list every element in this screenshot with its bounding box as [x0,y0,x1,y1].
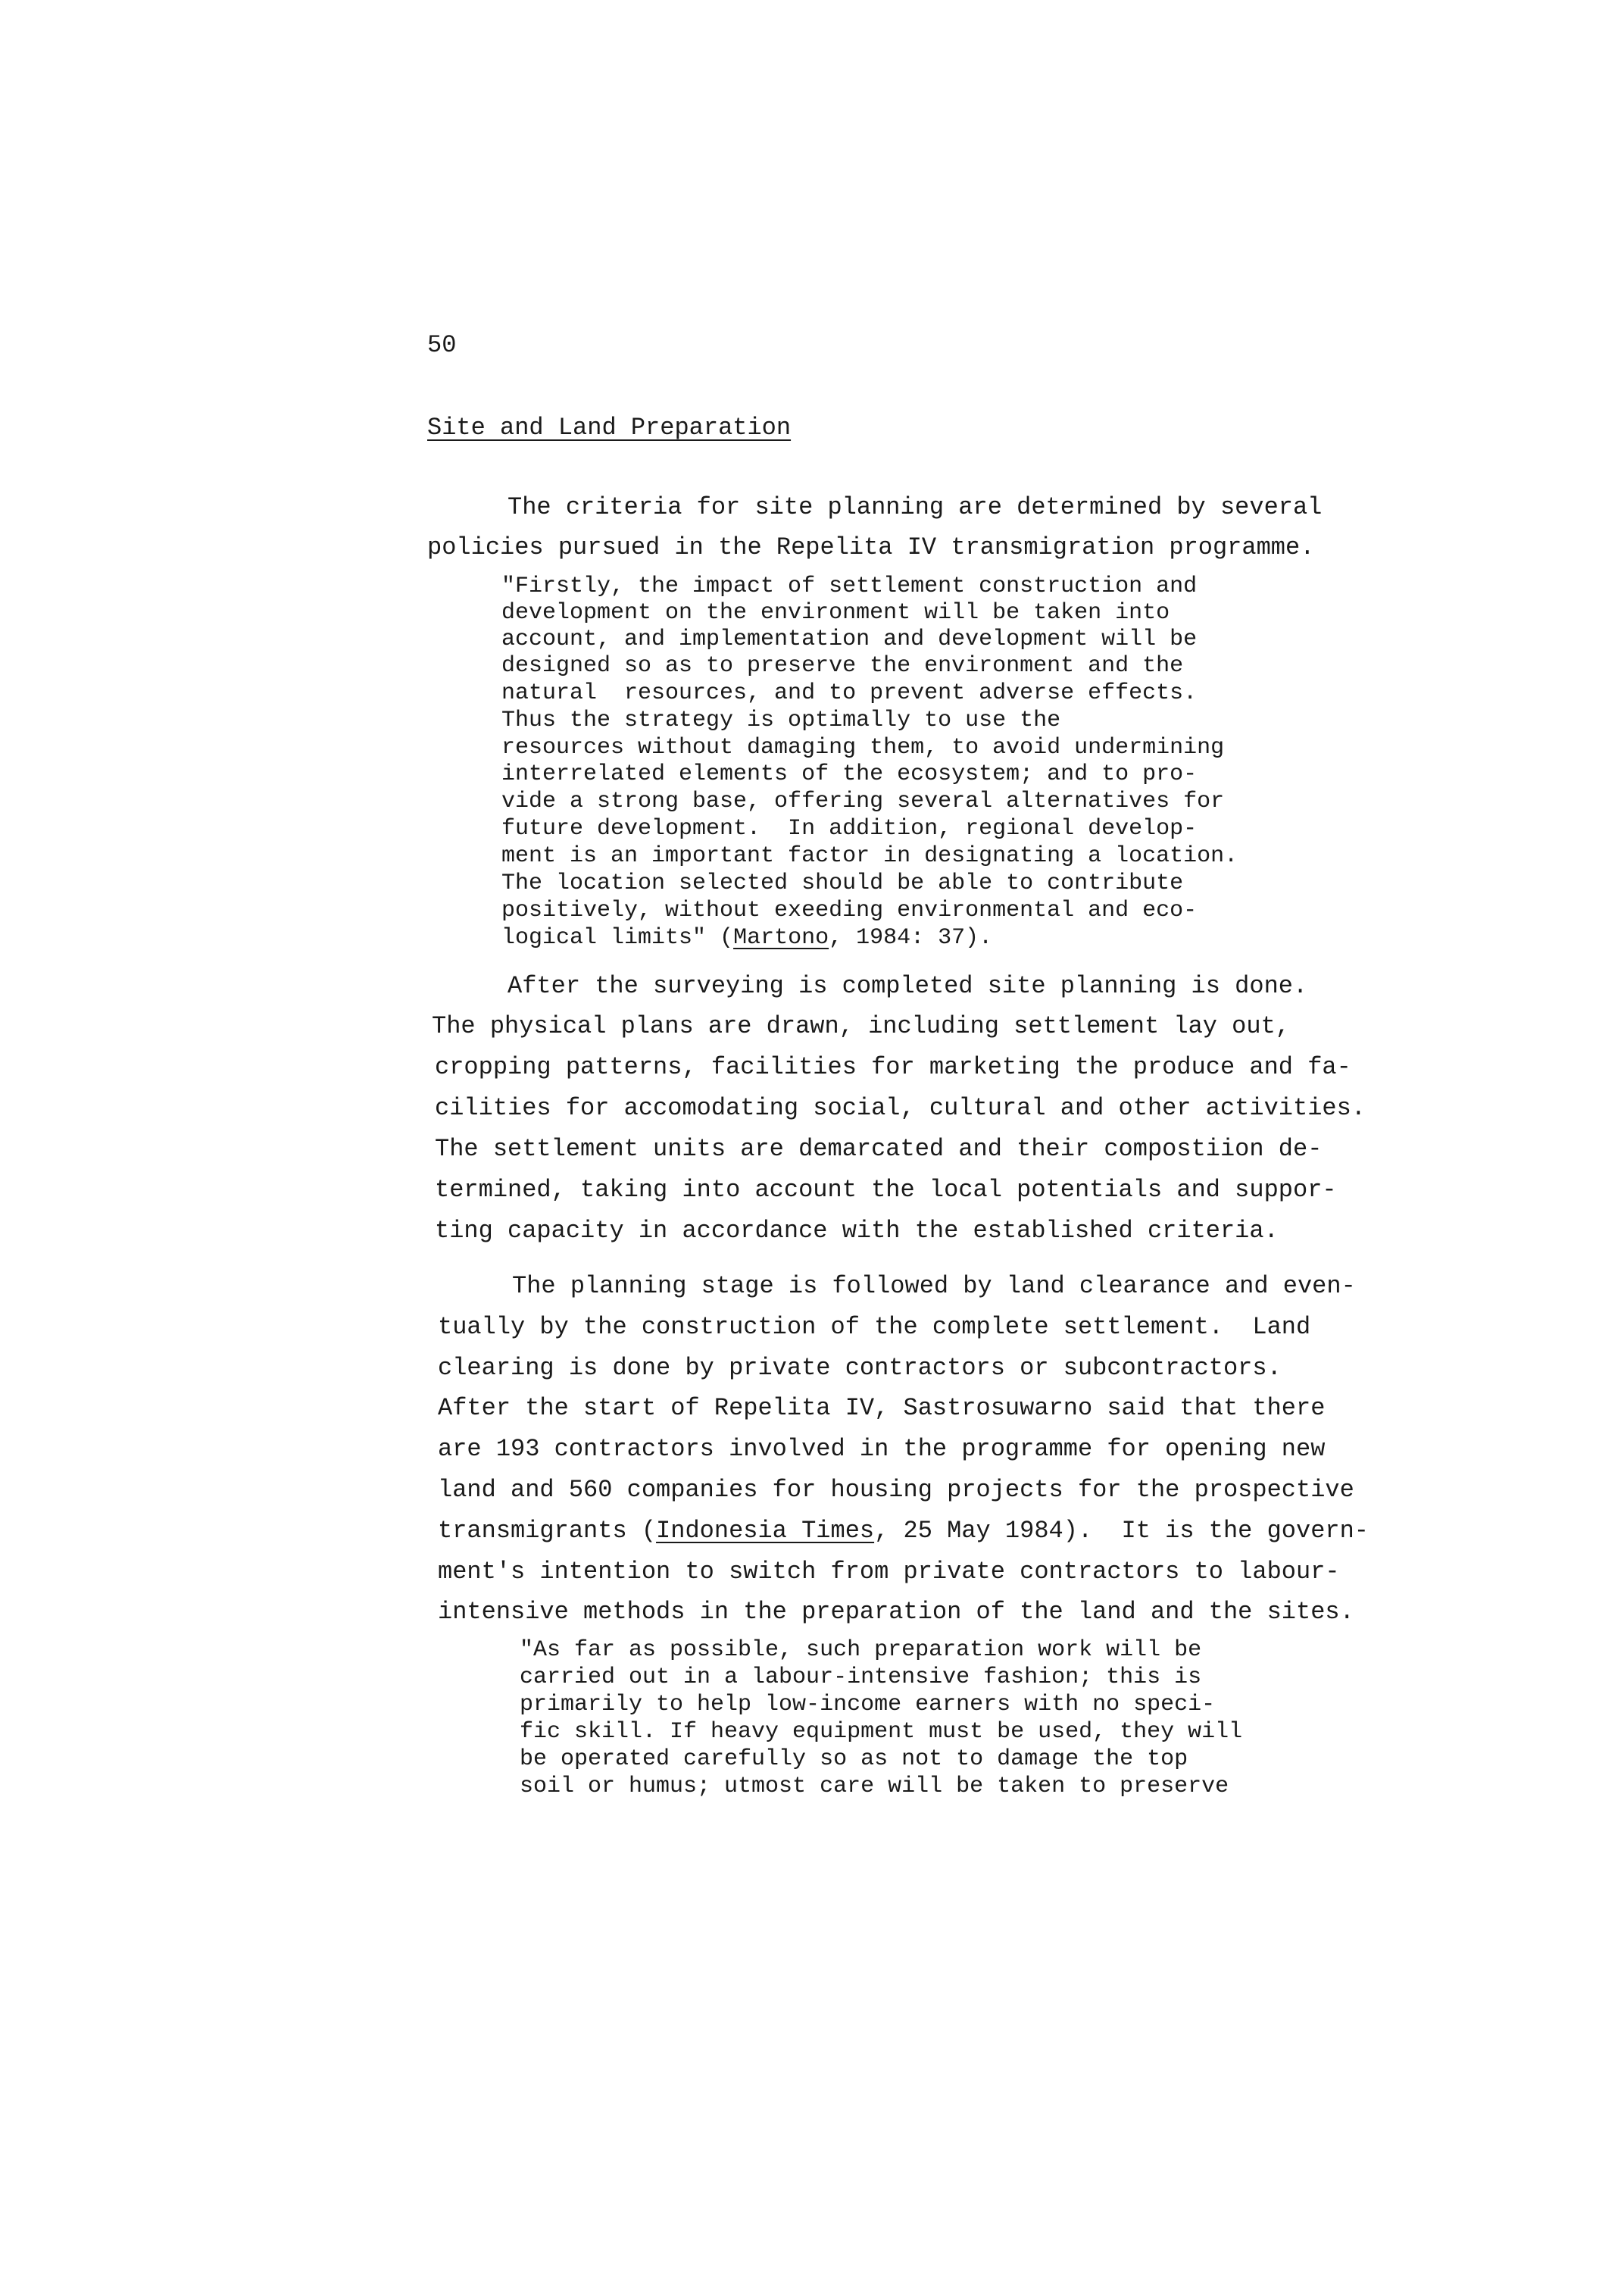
quote-line: future development. In addition, regional develop- [501,816,1198,842]
paragraph-line: cropping patterns, facilities for marketing the produce and fa- [435,1053,1351,1081]
quote-line: positively, without exeeding environmental and eco- [501,898,1198,924]
quote-line: vide a strong base, offering several alternatives for [501,789,1225,814]
paragraph-line: The physical plans are drawn, including settlement lay out, [432,1012,1290,1040]
quote-line: "As far as possible, such preparation work will be [520,1637,1202,1663]
paragraph-line: land and 560 companies for housing projects for the prospective [438,1476,1354,1504]
section-heading: Site and Land Preparation [427,414,792,442]
paragraph-line: After the start of Repelita IV, Sastrosuwarno said that there [438,1394,1326,1422]
quote-line: carried out in a labour-intensive fashion; this is [520,1664,1202,1690]
quote-line-citation: logical limits" (Martono, 1984: 37). [501,925,993,951]
quote-line: resources without damaging them, to avoid undermining [501,735,1225,761]
paragraph-line: ting capacity in accordance with the established criteria. [435,1217,1279,1245]
paragraph-line: The settlement units are demarcated and their compostiion de- [435,1135,1323,1163]
paragraph-line: intensive methods in the preparation of the land and the sites. [438,1598,1354,1626]
paragraph-line: tually by the construction of the complete settlement. Land [438,1313,1311,1341]
page-number: 50 [427,331,457,359]
quote-line: Thus the strategy is optimally to use the [501,708,1061,733]
quote-line: account, and implementation and development will be [501,627,1198,652]
paragraph-line: termined, taking into account the local potentials and suppor- [435,1176,1337,1204]
paragraph-line: clearing is done by private contractors or subcontractors. [438,1354,1282,1382]
quote-line: "Firstly, the impact of settlement construction and [501,574,1198,599]
quote-line: The location selected should be able to contribute [501,870,1184,896]
paragraph-line: The planning stage is followed by land clearance and even- [512,1272,1356,1300]
quote-line: ment is an important factor in designating a location. [501,843,1238,869]
paragraph-line: cilities for accomodating social, cultural and other activities. [435,1094,1366,1122]
paragraph-line: policies pursued in the Repelita IV transmigration programme. [427,533,1315,561]
quote-line: designed so as to preserve the environment and the [501,653,1184,679]
paragraph-line: ment's intention to switch from private contractors to labour- [438,1558,1340,1586]
quote-line: development on the environment will be taken into [501,600,1170,626]
paragraph-line: The criteria for site planning are determined by several [508,493,1323,521]
citation-author: Martono [733,925,829,951]
paragraph-line-citation: transmigrants (Indonesia Times, 25 May 1984). It is the govern- [438,1517,1369,1545]
paragraph-line: are 193 contractors involved in the programme for opening new [438,1435,1326,1463]
quote-line: natural resources, and to prevent adverse effects. [501,680,1198,706]
citation-source: Indonesia Times [656,1517,875,1545]
quote-line: primarily to help low-income earners with no speci- [520,1692,1216,1717]
quote-line: be operated carefully so as not to damage the top [520,1746,1188,1772]
quote-line: fic skill. If heavy equipment must be used, they will [520,1719,1243,1745]
quote-line: interrelated elements of the ecosystem; and to pro- [501,761,1198,787]
quote-line: soil or humus; utmost care will be taken to preserve [520,1774,1229,1799]
paragraph-line: After the surveying is completed site planning is done. [508,972,1308,1000]
